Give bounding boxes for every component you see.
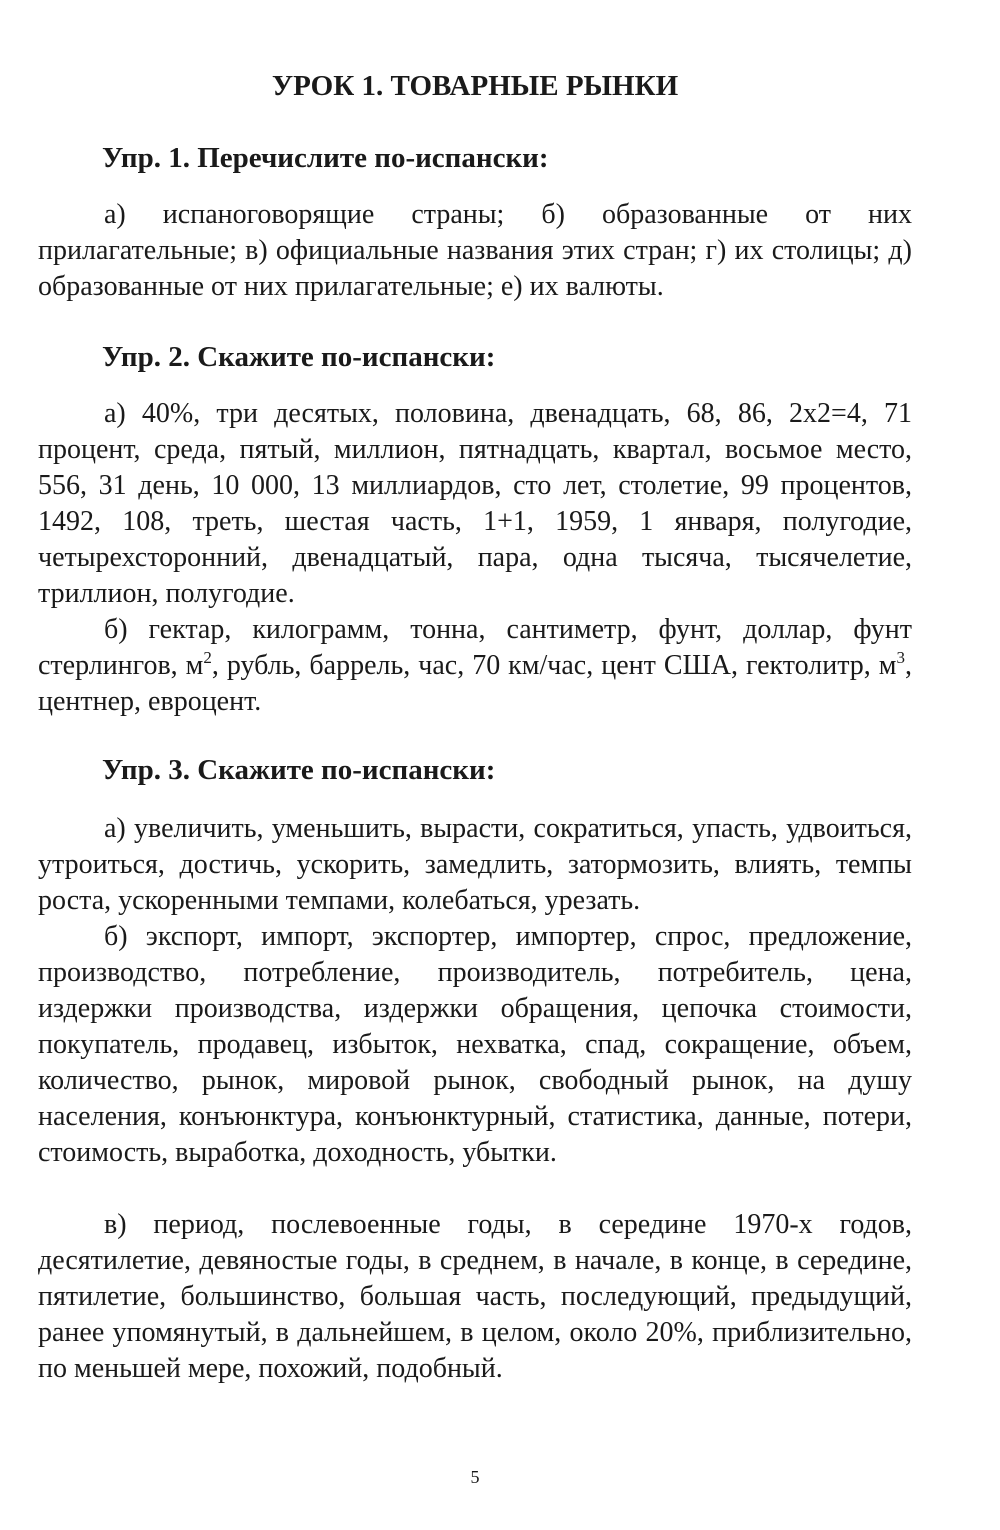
exercise-2-paragraph-a: а) 40%, три десятых, половина, двенадцать, 68, 86, 2x2=4, 71 процент, среда, пятый, миллион, пятнадцать, квартал, восьмое место, 556, 31 день, 10 000, 13 миллиардов, сто лет, столетие, 99 процентов, 1492, 108, треть, шестая часть, 1+1, 1959, 1 января, полугодие, четырехсторонний, двенадцатый, пара, одна тысяча, тысячелетие, триллион, полугодие. <box>38 398 912 609</box>
exercise-3-heading: Упр. 3. Скажите по-испански: <box>102 754 496 786</box>
exercise-2-b-superscript-3: 3 <box>896 648 905 667</box>
exercise-2-heading: Упр. 2. Скажите по-испански: <box>102 341 496 373</box>
exercise-2-b-text-1: б) гектар, килограмм, тонна, сантиметр, фунт, доллар, фунт стерлингов, м <box>38 614 912 681</box>
exercise-2-b-superscript-2: 2 <box>203 648 212 667</box>
exercise-1-paragraph-a: а) испаноговорящие страны; б) образованные от них прилагательные; в) официальные названия этих стран; г) их столицы; д) образованные от них прилагательные; е) их валюты. <box>38 199 912 302</box>
exercise-2-b-text-2: , рубль, баррель, час, 70 км/час, цент США, гектолитр, м <box>211 650 897 681</box>
exercise-3-paragraph-a: а) увеличить, уменьшить, вырасти, сократиться, упасть, удвоиться, утроиться, достичь, ускорить, замедлить, затормозить, влиять, темпы роста, ускоренными темпами, колебаться, урезать. <box>38 813 912 916</box>
exercise-3-paragraph-b: б) экспорт, импорт, экспортер, импортер, спрос, предложение, производство, потребление, производитель, потребитель, цена, издержки производства, издержки обращения, цепочка стоимости, покупатель, продавец, избыток, нехватка, спад, сокращение, объем, количество, рынок, мировой рынок, свободный рынок, на душу населения, конъюнктура, конъюнктурный, статистика, данные, потери, стоимость, выработка, доходность, убытки. <box>38 921 912 1168</box>
exercise-2-paragraph-b <box>38 612 912 720</box>
lesson-title: УРОК 1. ТОВАРНЫЕ РЫНКИ <box>271 70 679 102</box>
exercise-3-paragraph-c: в) период, послевоенные годы, в середине 1970-х годов, десятилетие, девяностые годы, в среднем, в начале, в конце, в середине, пятилетие, большинство, большая часть, последующий, предыдущий, ранее упомянутый, в дальнейшем, в целом, около 20%, приблизительно, по меньшей мере, похожий, подобный. <box>38 1209 912 1384</box>
page-number: 5 <box>470 1467 480 1487</box>
exercise-1-heading: Упр. 1. Перечислите по-испански: <box>102 142 549 174</box>
exercise-2-b-text-3: , центнер, евроцент. <box>38 650 912 717</box>
